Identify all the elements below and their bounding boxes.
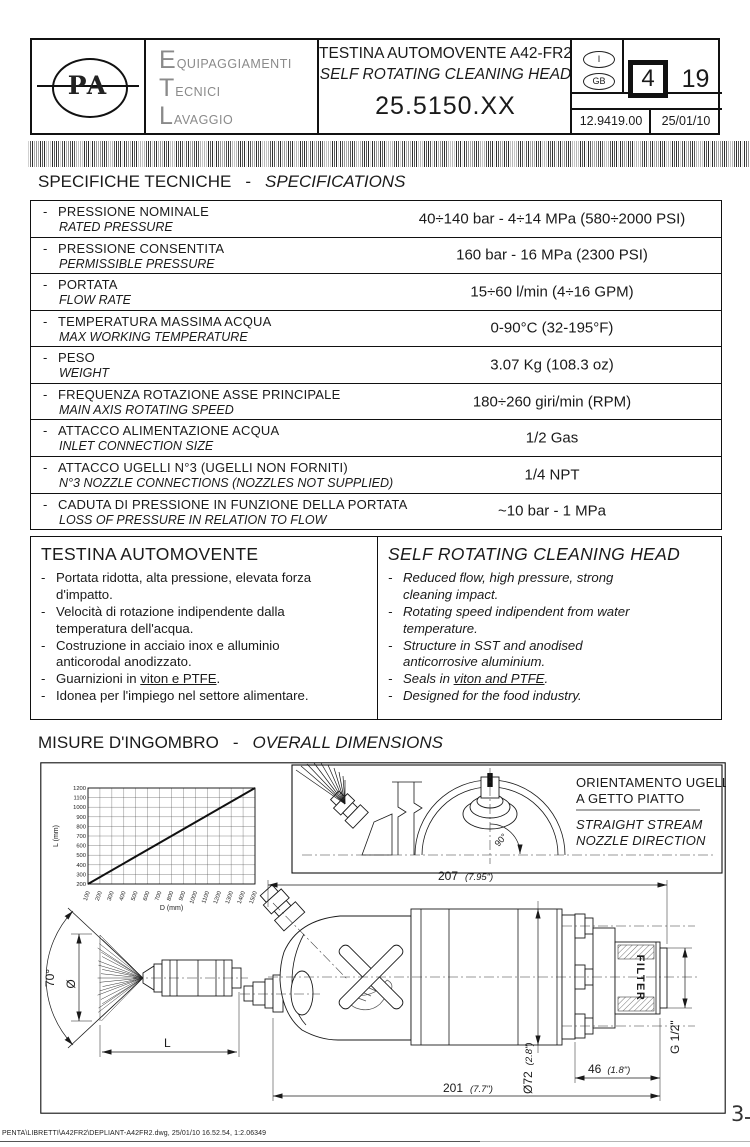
feature-item: - Reduced flow, high pressure, strong cleaning impact. [388, 570, 614, 602]
note-line-en1: STRAIGHT STREAM [576, 817, 703, 832]
svg-text:100: 100 [82, 890, 92, 902]
feature-item: - Seals in viton and PTFE. [388, 671, 549, 687]
current-page-box [628, 60, 668, 98]
svg-text:1200: 1200 [213, 890, 224, 905]
logo-text: PA [67, 71, 109, 100]
spec-row-permissible-pressure: - PRESSIONE CONSENTITA PERMISSIBLE PRESSURE 160 bar - 16 MPa (2300 PSI) [31, 237, 721, 274]
spec-row-inlet-connection: - ATTACCO ALIMENTAZIONE ACQUA INLET CONNECTION SIZE 1/2 Gas [31, 419, 721, 456]
svg-text:300: 300 [76, 872, 86, 879]
note-line-en2: NOZZLE DIRECTION [576, 833, 706, 848]
spec-value: 0-90°C (32-195°F) [490, 319, 614, 337]
spec-value: ~10 bar - 1 MPa [498, 502, 606, 520]
svg-text:1400: 1400 [236, 890, 247, 905]
spec-row-flow-rate: - PORTATA FLOW RATE 15÷60 l/min (4÷16 GPM) [31, 273, 721, 310]
description-english [377, 537, 721, 719]
spray-angle-label: 70° [43, 968, 57, 988]
inlet-fitting-angled-icon [256, 881, 305, 931]
product-title-cell [317, 40, 572, 133]
language-badge-italian: I [583, 51, 615, 68]
note-line-it1: ORIENTAMENTO UGELLI [576, 775, 726, 790]
cleaning-head-side-view [240, 881, 700, 1045]
svg-text:L (mm): L (mm) [53, 825, 60, 847]
spec-value: 3.07 Kg (108.3 oz) [490, 356, 614, 374]
nozzle-orientation-detail [292, 765, 726, 873]
diameter-dimension: Ø72(2.8") [521, 1042, 535, 1094]
feature-item: - Guarnizioni in viton e PTFE. [41, 671, 221, 687]
feature-item: - Idonea per l'impiego nel settore alimentare. [41, 688, 309, 704]
svg-text:900: 900 [178, 890, 188, 902]
logo-cell [32, 40, 144, 133]
svg-text:400: 400 [118, 890, 128, 902]
svg-text:1100: 1100 [201, 890, 212, 905]
feature-item: - Designed for the food industry. [388, 688, 582, 704]
description-title-en: SELF ROTATING CLEANING HEAD [388, 544, 681, 564]
spray-pattern-figure [43, 908, 248, 1057]
wall-section [392, 782, 422, 855]
spec-row-weight: - PESO WEIGHT 3.07 Kg (108.3 oz) [31, 346, 721, 383]
overall-dimensions-drawing [40, 762, 726, 1119]
feature-item: - Costruzione in acciaio inox e alluminio anticorodal anodizzato. [41, 637, 280, 670]
footer-divider [0, 1141, 750, 1142]
title-block [30, 38, 720, 135]
description-italian [31, 537, 377, 719]
current-page-number: 4 [633, 65, 663, 93]
page-info-cell [570, 40, 722, 133]
description-title-it: TESTINA AUTOMOVENTE [41, 544, 259, 564]
specifications-table [30, 200, 722, 530]
svg-text:900: 900 [76, 814, 86, 821]
note-line-it2: A GETTO PIATTO [576, 791, 685, 806]
company-name-cell [144, 40, 319, 133]
svg-text:600: 600 [142, 890, 152, 902]
feature-item: - Velocità di rotazione indipendente dalla temperatura dell'acqua. [41, 603, 285, 636]
file-info: PENTA\LIBRETTI\A42FR2\DEPLIANT-A42FR2.dwg, 25/01/10 16.52.54, 1:2.06349 [2, 1130, 267, 1137]
distance-dimension-label: L [164, 1036, 171, 1050]
svg-text:1000: 1000 [189, 890, 200, 905]
svg-text:800: 800 [76, 824, 86, 831]
side-fitting-icon [244, 986, 253, 1001]
filter-label: FILTER [634, 954, 646, 1002]
dimensions-heading: MISURE D'INGOMBRO - OVERALL DIMENSIONS [38, 733, 444, 752]
svg-text:300: 300 [106, 890, 116, 902]
barcode-strip-icon [28, 141, 750, 167]
spray-distance-chart [53, 786, 259, 912]
svg-text:1100: 1100 [73, 795, 86, 802]
svg-text:600: 600 [76, 843, 86, 850]
language-badge-english: GB [583, 73, 615, 90]
svg-text:700: 700 [154, 890, 164, 902]
svg-text:D (mm): D (mm) [159, 905, 184, 912]
spec-value: 15÷60 l/min (4÷16 GPM) [470, 283, 634, 301]
spec-row-pressure-loss: - CADUTA DI PRESSIONE IN FUNZIONE DELLA PORTATA LOSS OF PRESSURE IN RELATION TO FLOW ~10 bar - 1 MPa [31, 493, 721, 530]
product-code: 25.5150.XX [375, 92, 516, 120]
spec-value: 160 bar - 16 MPa (2300 PSI) [456, 246, 648, 264]
feature-item: - Structure in SST and anodised anticorrosive aluminium. [388, 637, 583, 670]
svg-text:1200: 1200 [73, 786, 86, 792]
specifications-heading: SPECIFICHE TECNICHE - SPECIFICATIONS [38, 172, 406, 191]
feature-item: - Rotating speed indipendent from water temperature. [388, 603, 630, 636]
total-pages: 19 [681, 65, 710, 93]
coverage-diameter-label: Ø [64, 979, 78, 989]
total-length-dimension: 207 (7.95") [438, 869, 494, 883]
spec-value: 1/4 NPT [524, 466, 580, 484]
svg-text:700: 700 [76, 834, 86, 840]
product-title-it: TESTINA AUTOMOVENTE A42-FR2 [319, 45, 572, 62]
filter-length-dimension: 46 (1.8") [588, 1062, 631, 1076]
description-section [30, 536, 722, 720]
svg-text:200: 200 [94, 890, 104, 902]
body-length-dimension: 201 (7.7") [443, 1081, 493, 1095]
company-line-3: L AVAGGIO [159, 102, 234, 130]
company-line-2: T ECNICI [159, 74, 221, 102]
page-number-dash [745, 1117, 750, 1119]
spec-value: 1/2 Gas [525, 429, 579, 447]
document-code: 12.9419.00 [579, 114, 643, 128]
svg-text:1300: 1300 [224, 890, 236, 905]
svg-text:800: 800 [166, 890, 176, 902]
svg-text:500: 500 [130, 890, 140, 902]
nozzle-angle-label: 90° [492, 831, 510, 849]
spec-value: 180÷260 giri/min (RPM) [472, 393, 632, 411]
detail-spray-fan-icon [296, 763, 345, 804]
svg-text:200: 200 [76, 882, 86, 888]
feature-item: - Portata ridotta, alta pressione, elevata forza d'impatto. [41, 570, 312, 602]
svg-text:1000: 1000 [73, 805, 86, 812]
spec-row-nozzle-connections: - ATTACCO UGELLI N°3 (UGELLI NON FORNITI) N°3 NOZZLE CONNECTIONS (NOZZLES NOT SUPPLIED) 1/4 NPT [31, 456, 721, 493]
svg-text:1500: 1500 [248, 890, 259, 905]
svg-text:400: 400 [76, 862, 86, 869]
page-number: 3 [731, 1102, 745, 1126]
company-line-1: E QUIPAGGIAMENTI [159, 46, 292, 74]
document-date: 25/01/10 [661, 114, 711, 128]
spec-row-max-temperature: - TEMPERATURA MASSIMA ACQUA MAX WORKING TEMPERATURE 0-90°C (32-195°F) [31, 310, 721, 347]
spec-row-rated-pressure: - PRESSIONE NOMINALE RATED PRESSURE 40÷140 bar - 4÷14 MPa (580÷2000 PSI) [31, 201, 721, 237]
inlet-thread-label: G 1/2" [668, 1020, 682, 1054]
svg-text:500: 500 [76, 853, 86, 860]
product-title-en: SELF ROTATING CLEANING HEAD [319, 66, 572, 83]
spec-row-rotating-speed: - FREQUENZA ROTAZIONE ASSE PRINCIPALE MAIN AXIS ROTATING SPEED 180÷260 giri/min (RPM) [31, 383, 721, 420]
spec-value: 40÷140 bar - 4÷14 MPa (580÷2000 PSI) [418, 210, 686, 228]
